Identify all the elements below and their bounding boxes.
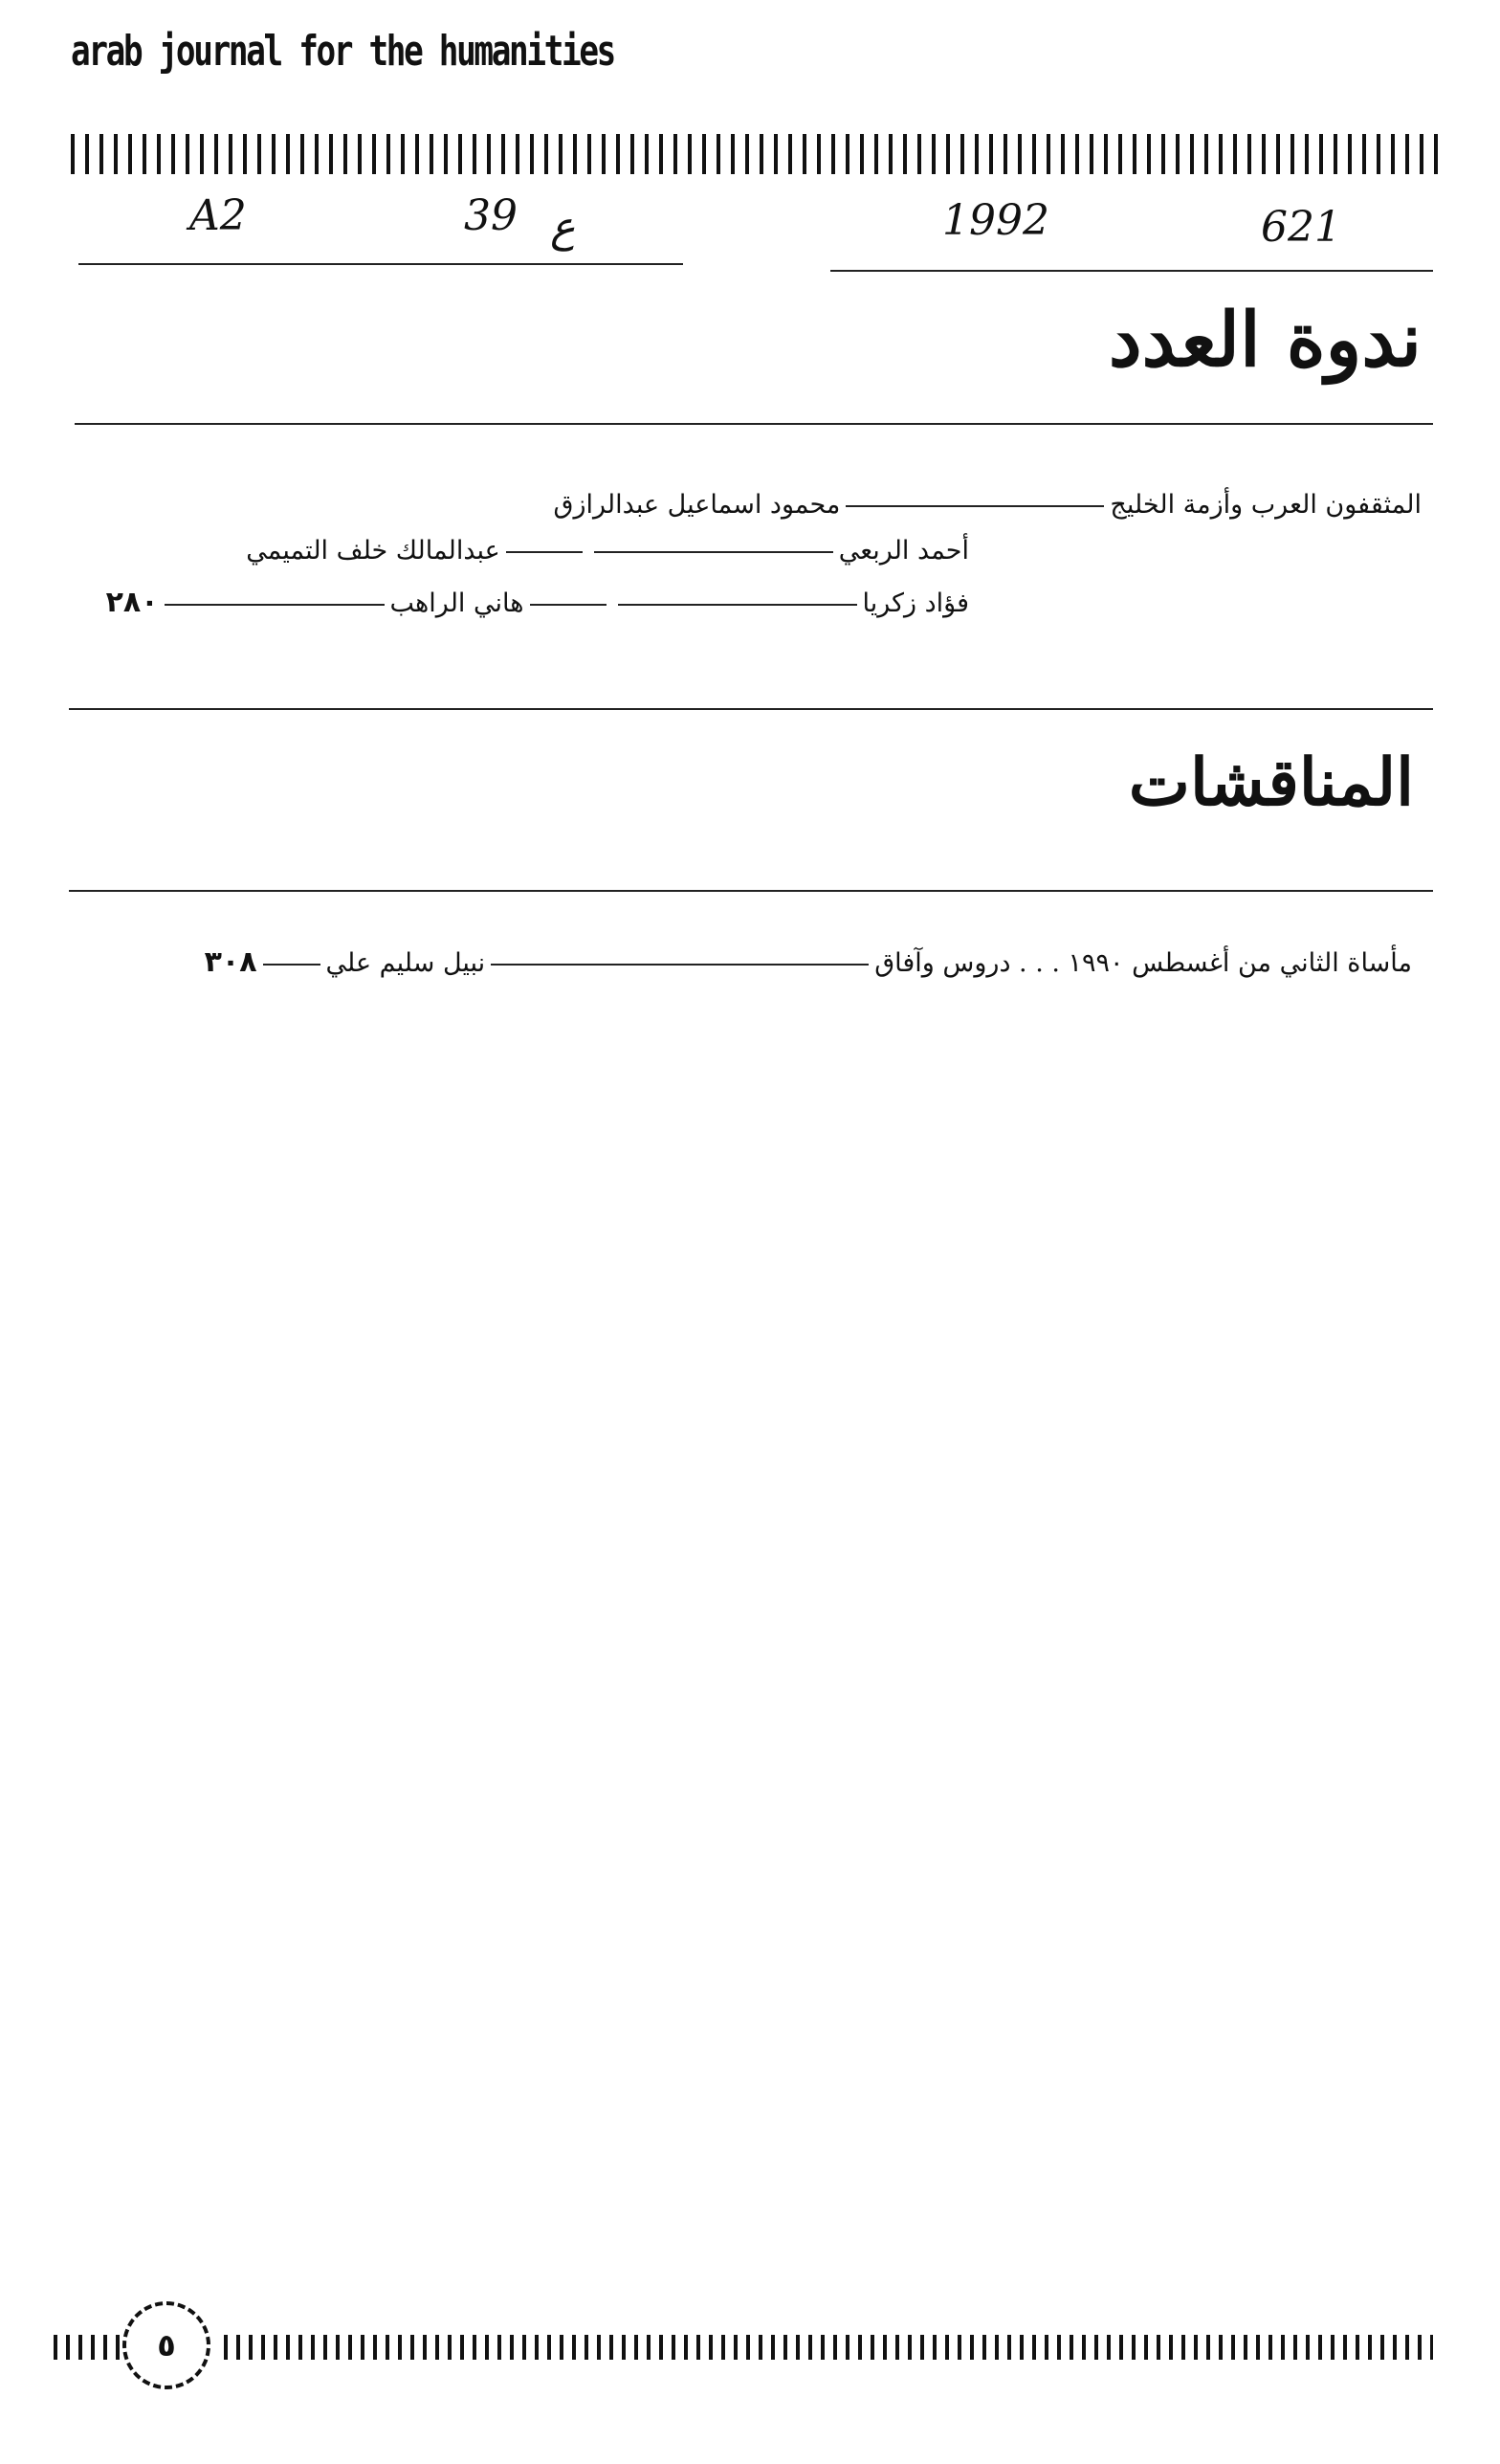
masthead-bar-pattern [71,134,1448,174]
leader-dash [506,551,583,553]
section-rule-bottom [69,890,1433,892]
entry-title: المثقفون العرب وأزمة الخليج [1110,490,1422,520]
leader-dash [618,604,857,606]
page-number-badge: ٥ [122,2301,210,2389]
entry-author-2: عبدالمالك خلف التميمي [246,536,500,566]
entry-author: نبيل سليم علي [325,948,486,978]
footer-bar-right [224,2335,1433,2360]
footer-bar-left [54,2335,121,2360]
toc-entry-1 [554,490,1422,520]
leader-dash [165,604,385,606]
entry-author-2: هاني الراهب [389,588,524,618]
catalog-code: A2 [189,191,247,240]
entry-author: أحمد الربعي [838,536,969,566]
entry-title: مأساة الثاني من أغسطس ١٩٩٠ . . . دروس وآفاق [874,948,1412,978]
toc-entry-3 [106,586,969,619]
leader-dash [846,505,1104,507]
section-rule-top [75,423,1433,425]
entry-page-number: ٣٠٨ [204,945,257,979]
catalog-rule-right [830,270,1433,272]
leader-dash [263,964,320,966]
entry-page-number: ٢٨٠ [105,586,159,619]
entry-author: محمود اسماعيل عبدالرازق [553,490,841,520]
catalog-letter: ع [550,203,576,252]
catalog-year: 1992 [942,196,1049,245]
toc-entry-discussion [205,945,1412,979]
journal-masthead: arab journal for the humanities [71,27,614,76]
section-title-discussions: المناقشات [1128,744,1414,821]
leader-dash [491,964,869,966]
catalog-ref: 621 [1261,203,1341,252]
section-rule-middle [69,708,1433,710]
entry-author: فؤاد زكريا [862,588,969,618]
toc-entry-2 [246,536,969,566]
catalog-rule-left [78,263,683,265]
section-title-nadwa: ندوة العدد [1108,297,1422,384]
catalog-number: 39 [464,191,518,240]
leader-dash [594,551,833,553]
leader-dash [530,604,607,606]
